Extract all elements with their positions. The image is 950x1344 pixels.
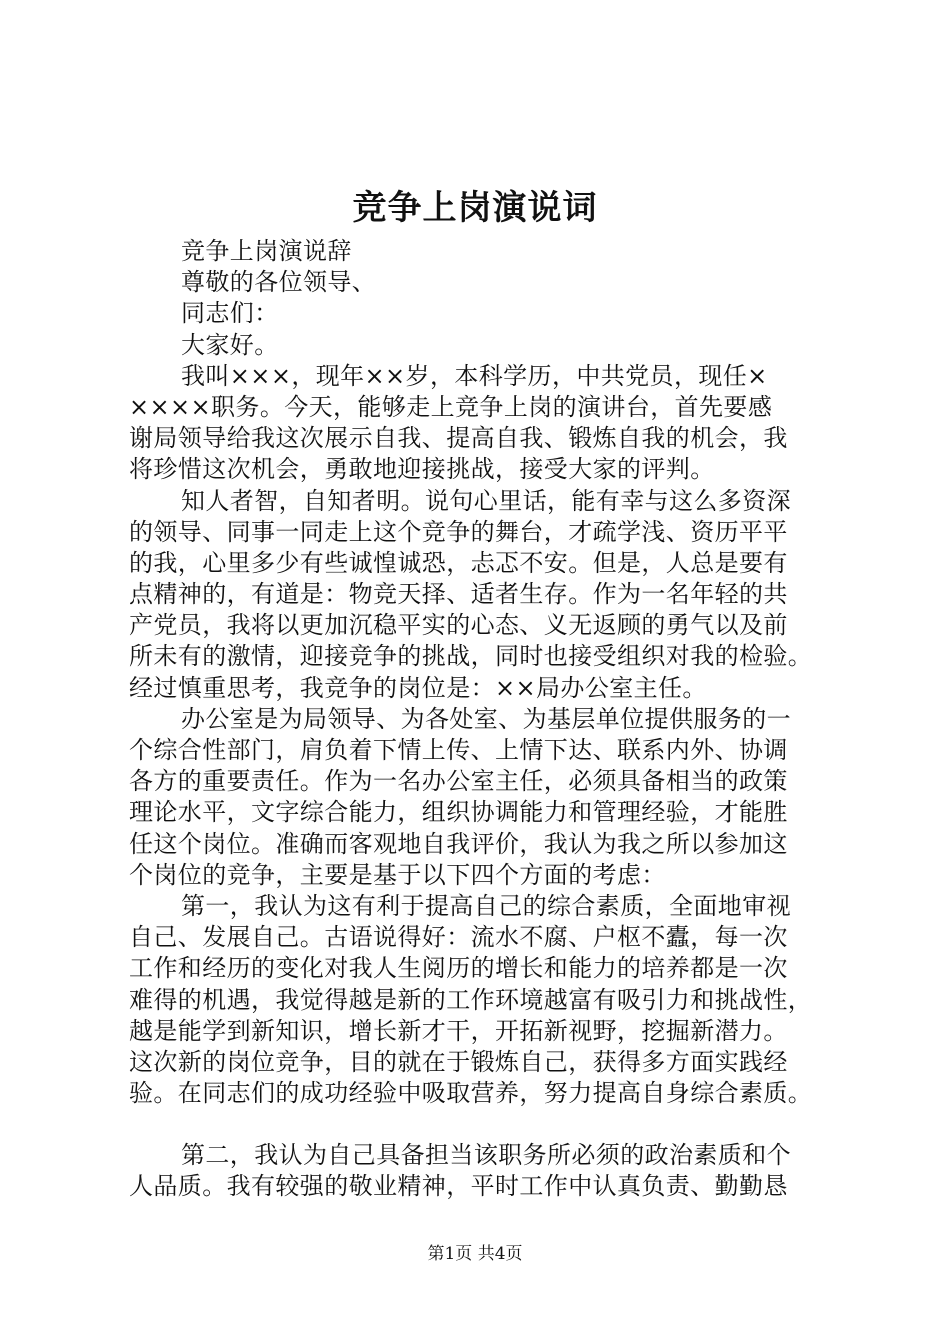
text-line: 将珍惜这次机会，勇敢地迎接挑战，接受大家的评判。 xyxy=(129,455,715,484)
text-line: 这次新的岗位竞争，目的就在于锻炼自己，获得多方面实践经 xyxy=(129,1047,788,1076)
text-line: 个综合性部门，肩负着下情上传、上情下达、联系内外、协调 xyxy=(129,736,788,764)
text-line: 竞争上岗演说辞 xyxy=(181,237,352,265)
text-line: 第一，我认为这有利于提高自己的综合素质，全面地审视 xyxy=(181,891,791,920)
text-line: 同志们： xyxy=(181,299,279,328)
text-line: 难得的机遇，我觉得越是新的工作环境越富有吸引力和挑战性， xyxy=(129,985,813,1014)
text-line: 大家好。 xyxy=(181,330,279,359)
paragraph-gap xyxy=(129,1109,831,1140)
text-line: 验。在同志们的成功经验中吸取营养，努力提高自身综合素质。 xyxy=(129,1079,813,1108)
text-line: 任这个岗位。准确而客观地自我评价，我认为我之所以参加这 xyxy=(129,829,788,858)
text-line: 知人者智，自知者明。说句心里话，能有幸与这么多资深 xyxy=(181,486,791,515)
text-line: 理论水平，文字综合能力，组织协调能力和管理经验，才能胜 xyxy=(129,798,788,827)
text-line: 的我，心里多少有些诚惶诚恐，忐忑不安。但是，人总是要有 xyxy=(129,548,788,577)
text-line: 所未有的激情，迎接竞争的挑战，同时也接受组织对我的检验。 xyxy=(129,642,813,671)
text-line: 个岗位的竞争，主要是基于以下四个方面的考虑： xyxy=(129,860,666,889)
text-line: 产党员，我将以更加沉稳平实的心态、义无返顾的勇气以及前 xyxy=(129,611,788,640)
document-title: 竞争上岗演说词 xyxy=(352,188,598,228)
text-line: 越是能学到新知识，增长新才干，开拓新视野，挖掘新潜力。 xyxy=(129,1016,788,1045)
text-line: ××××职务。今天，能够走上竞争上岗的演讲台，首先要感 xyxy=(129,392,773,421)
text-line: 尊敬的各位领导、 xyxy=(181,268,377,297)
text-line: 工作和经历的变化对我人生阅历的增长和能力的培养都是一次 xyxy=(129,954,788,983)
text-line: 经过慎重思考，我竞争的岗位是：××局办公室主任。 xyxy=(129,673,707,702)
text-line: 自己、发展自己。古语说得好：流水不腐、户枢不蠹，每一次 xyxy=(129,923,788,952)
text-line: 点精神的，有道是：物竞天择、适者生存。作为一名年轻的共 xyxy=(129,580,788,609)
text-line: 我叫×××，现年××岁，本科学历，中共党员，现任× xyxy=(181,361,768,390)
text-line: 的领导、同事一同走上这个竞争的舞台，才疏学浅、资历平平 xyxy=(129,517,788,546)
text-line: 人品质。我有较强的敬业精神，平时工作中认真负责、勤勤恳 xyxy=(129,1172,788,1201)
text-line: 各方的重要责任。作为一名办公室主任，必须具备相当的政策 xyxy=(129,767,788,796)
text-line: 谢局领导给我这次展示自我、提高自我、锻炼自我的机会，我 xyxy=(129,424,788,453)
document-body xyxy=(129,236,831,1203)
text-line: 办公室是为局领导、为各处室、为基层单位提供服务的一 xyxy=(181,704,791,733)
text-line: 第二，我认为自己具备担当该职务所必须的政治素质和个 xyxy=(181,1141,791,1170)
page-footer: 第1页 共4页 xyxy=(427,1244,523,1264)
